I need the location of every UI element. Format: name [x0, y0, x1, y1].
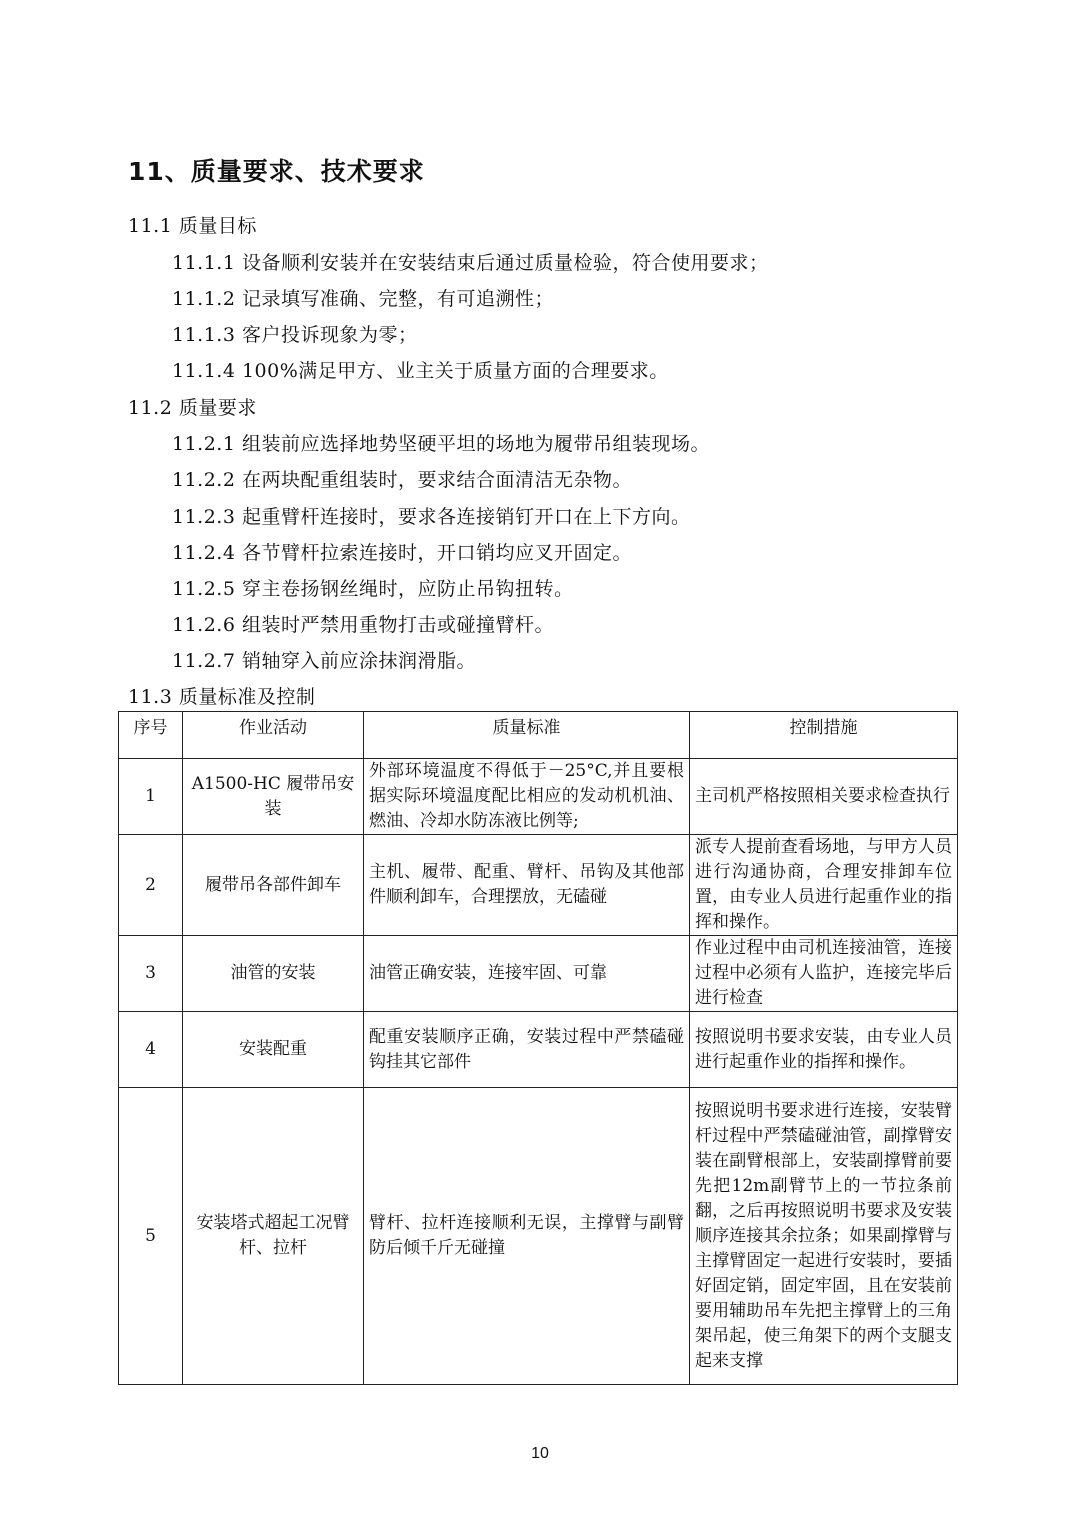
section-heading: 11、质量要求、技术要求 [128, 157, 425, 186]
row-control: 主司机严格按照相关要求检查执行 [690, 759, 958, 835]
table-row [119, 1088, 958, 1385]
page-number: 10 [531, 1445, 549, 1462]
table-header-row [119, 712, 958, 759]
list-item: 11.2.6 组装时严禁用重物打击或碰撞臂杆。 [172, 614, 554, 636]
row-control: 作业过程中由司机连接油管，连接过程中必须有人监护，连接完毕后进行检查 [690, 936, 958, 1012]
list-item: 11.2.1 组装前应选择地势坚硬平坦的场地为履带吊组装现场。 [172, 433, 710, 455]
quality-control-table [118, 711, 958, 1385]
table-row [119, 1012, 958, 1088]
row-no: 5 [119, 1088, 183, 1385]
row-standard: 外部环境温度不得低于－25°C,并且要根据实际环境温度配比相应的发动机机油、燃油、冷却水防冻液比例等; [364, 759, 690, 835]
col-header-standard: 质量标准 [364, 712, 690, 759]
list-item: 11.2.2 在两块配重组装时，要求结合面清洁无杂物。 [172, 469, 632, 491]
list-item: 11.1.4 100%满足甲方、业主关于质量方面的合理要求。 [172, 360, 669, 382]
row-standard: 臂杆、拉杆连接顺利无误，主撑臂与副臂防后倾千斤无碰撞 [364, 1088, 690, 1385]
col-header-control: 控制措施 [690, 712, 958, 759]
row-no: 3 [119, 936, 183, 1012]
row-no: 1 [119, 759, 183, 835]
row-control: 按照说明书要求进行连接，安装臂杆过程中严禁磕碰油管，副撑臂安装在副臂根部上，安装副撑臂前要先把12m副臂节上的一节拉条前翻，之后再按照说明书要求及安装顺序连接其余拉条；如果副撑臂与主撑臂固定一起进行安装时，要插好固定销，固定牢固，且在安装前要用辅助吊车先把主撑臂上的三角架吊起，使三角架下的两个支腿支起来支撑 [690, 1088, 958, 1385]
row-activity: 安装塔式超起工况臂杆、拉杆 [183, 1088, 364, 1385]
list-item: 11.2.7 销轴穿入前应涂抹润滑脂。 [172, 650, 476, 672]
col-header-activity: 作业活动 [183, 712, 364, 759]
row-activity: A1500-HC 履带吊安装 [183, 759, 364, 835]
list-item: 11.1.3 客户投诉现象为零； [172, 324, 418, 346]
row-standard: 配重安装顺序正确，安装过程中严禁磕碰钩挂其它部件 [364, 1012, 690, 1088]
row-activity: 履带吊各部件卸车 [183, 835, 364, 936]
list-item: 11.2.4 各节臂杆拉索连接时，开口销均应叉开固定。 [172, 542, 632, 564]
list-item: 11.1.1 设备顺利安装并在安装结束后通过质量检验，符合使用要求； [172, 252, 769, 274]
subsection-title-11-3: 11.3 质量标准及控制 [128, 686, 316, 708]
row-standard: 油管正确安装，连接牢固、可靠 [364, 936, 690, 1012]
list-item: 11.2.3 起重臂杆连接时，要求各连接销钉开口在上下方向。 [172, 506, 691, 528]
row-activity: 油管的安装 [183, 936, 364, 1012]
row-standard: 主机、履带、配重、臂杆、吊钩及其他部件顺利卸车，合理摆放，无磕碰 [364, 835, 690, 936]
row-control: 按照说明书要求安装，由专业人员进行起重作业的指挥和操作。 [690, 1012, 958, 1088]
subsection-title-11-2: 11.2 质量要求 [128, 397, 257, 419]
col-header-no: 序号 [119, 712, 183, 759]
table-row [119, 936, 958, 1012]
list-item: 11.1.2 记录填写准确、完整，有可追溯性； [172, 288, 554, 310]
row-control: 派专人提前查看场地，与甲方人员进行沟通协商，合理安排卸车位置，由专业人员进行起重作业的指挥和操作。 [690, 835, 958, 936]
row-no: 4 [119, 1012, 183, 1088]
list-item: 11.2.5 穿主卷扬钢丝绳时，应防止吊钩扭转。 [172, 578, 574, 600]
table-row [119, 835, 958, 936]
table-row [119, 759, 958, 835]
row-activity: 安装配重 [183, 1012, 364, 1088]
row-no: 2 [119, 835, 183, 936]
subsection-title-11-1: 11.1 质量目标 [128, 215, 257, 237]
